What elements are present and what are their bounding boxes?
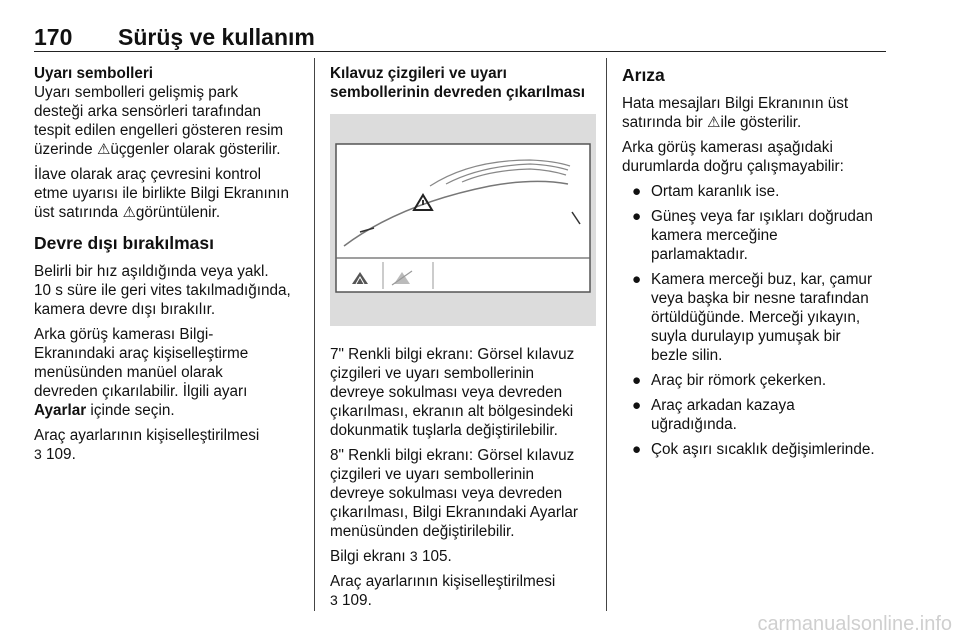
text-line: Ekranındaki araç kişiselleştirme bbox=[34, 345, 249, 362]
warning-symbols-heading: Uyarı sembolleri bbox=[34, 65, 154, 82]
text-line: Araç bir römork çekerken. bbox=[651, 372, 827, 389]
header-rule bbox=[34, 51, 886, 52]
text-line: etme uyarısı ile birlikte Bilgi Ekranının bbox=[34, 185, 290, 202]
text-line: dokunmatik tuşlarla değiştirilebilir. bbox=[330, 422, 558, 439]
bullet-icon: ● bbox=[632, 372, 642, 389]
page-header bbox=[34, 22, 886, 52]
column-divider-1 bbox=[314, 58, 315, 611]
bullet-icon: ● bbox=[632, 271, 642, 288]
text-line: içinde seçin. bbox=[86, 402, 175, 419]
text-line: Ortam karanlık ise. bbox=[651, 183, 780, 200]
text-line: devreye sokulması veya devreden bbox=[330, 384, 563, 401]
text-line: Araç ayarlarının kişiselleştirilmesi bbox=[330, 573, 556, 590]
text-line: 10 s süre ile geri vites takılmadığında, bbox=[34, 282, 291, 299]
info-display-reference bbox=[330, 547, 596, 566]
text-line: Araç arkadan kazaya bbox=[651, 397, 795, 414]
text-line: Arka görüş kamerası aşağıdaki bbox=[622, 139, 833, 156]
text-line: Uyarı sembolleri gelişmiş park bbox=[34, 84, 239, 101]
fault-heading: Arıza bbox=[622, 65, 665, 85]
bullet-icon: ● bbox=[632, 208, 642, 225]
error-message-paragraph bbox=[622, 94, 888, 132]
additional-warning-paragraph bbox=[34, 165, 302, 222]
text-line: üst satırında bbox=[34, 204, 119, 221]
text-line: çizgileri ve uyarı sembollerinin bbox=[330, 466, 535, 483]
text-line: kamera devre dışı bırakılır. bbox=[34, 301, 216, 318]
text-line: 7" Renkli bilgi ekranı: Görsel kılavuz bbox=[330, 346, 575, 363]
text-line: çıkarılması, ekranın alt bölgesindeki bbox=[330, 403, 574, 420]
text-line: 8" Renkli bilgi ekranı: Görsel kılavuz bbox=[330, 447, 575, 464]
page-ref-link[interactable]: 109. bbox=[46, 446, 76, 463]
warning-triangle-icon: ⚠ bbox=[707, 114, 721, 131]
text-line: çizgileri ve uyarı sembollerinin bbox=[330, 365, 535, 382]
warning-symbols-paragraph bbox=[34, 64, 302, 159]
text-line: Araç ayarlarının kişiselleştirilmesi bbox=[34, 427, 260, 444]
text-line: Kılavuz çizgileri ve uyarı bbox=[330, 65, 507, 82]
text-line: devreden çıkarılabilir. İlgili ayarı bbox=[34, 383, 248, 400]
text-line: veya başka bir nesne tarafından bbox=[651, 290, 869, 307]
text-line: Arka görüş kamerası Bilgi- bbox=[34, 326, 214, 343]
text-line: ile gösterilir. bbox=[720, 114, 802, 131]
text-line: Bilgi ekranı bbox=[330, 548, 406, 565]
text-line: devreye sokulması veya devreden bbox=[330, 485, 563, 502]
text-line: sembollerinin devreden çıkarılması bbox=[330, 84, 586, 101]
bullet-icon: ● bbox=[632, 183, 642, 200]
list-item bbox=[622, 207, 888, 264]
bullet-icon: ● bbox=[632, 441, 642, 458]
eight-inch-paragraph bbox=[330, 446, 596, 541]
text-line: Çok aşırı sıcaklık değişimlerinde. bbox=[651, 441, 875, 458]
settings-menu-term: Ayarlar bbox=[34, 402, 87, 419]
conditions-intro bbox=[622, 138, 888, 176]
text-line: kamera merceğine bbox=[651, 227, 778, 244]
watermark: carmanualsonline.info bbox=[757, 613, 952, 635]
list-item bbox=[622, 396, 888, 434]
personalisation-reference bbox=[34, 426, 302, 464]
text-line: durumlarda doğru çalışmayabilir: bbox=[622, 158, 844, 175]
text-line: Kamera merceği buz, kar, çamur bbox=[651, 271, 873, 288]
text-line: üçgenler olarak gösterilir. bbox=[110, 141, 281, 158]
text-line: bezle silin. bbox=[651, 347, 723, 364]
page-ref-link[interactable]: 105. bbox=[421, 548, 452, 565]
list-item bbox=[622, 371, 888, 390]
text-line: çıkarılması, Bilgi Ekranındaki Ayarlar bbox=[330, 504, 578, 521]
page-ref-arrow-icon: 3 bbox=[34, 446, 42, 462]
warning-triangle-icon: ⚠ bbox=[96, 141, 111, 158]
text-line: Hata mesajları Bilgi Ekranının üst bbox=[622, 95, 849, 112]
list-item bbox=[622, 182, 888, 201]
column-3 bbox=[622, 64, 888, 465]
text-line: Belirli bir hız aşıldığında veya yakl. bbox=[34, 263, 269, 280]
text-line: parlamaktadır. bbox=[651, 246, 748, 263]
text-line: satırında bir bbox=[622, 114, 703, 131]
guidelines-heading bbox=[330, 64, 596, 102]
column-2 bbox=[330, 64, 596, 616]
page-ref-arrow-icon: 3 bbox=[409, 548, 418, 564]
column-divider-2 bbox=[606, 58, 607, 611]
text-line: Güneş veya far ışıkları doğrudan bbox=[651, 208, 873, 225]
page-ref-link[interactable]: 109. bbox=[342, 592, 372, 609]
page-ref-arrow-icon: 3 bbox=[330, 592, 338, 608]
text-line: suyla durulayıp yumuşak bir bbox=[651, 328, 841, 345]
column-1 bbox=[34, 64, 302, 470]
bullet-icon: ● bbox=[632, 397, 642, 414]
text-line: desteği arka sensörleri tarafından bbox=[34, 103, 262, 120]
conditions-list bbox=[622, 182, 888, 459]
text-line: görüntülenir. bbox=[135, 204, 221, 221]
text-line: menüsünden manüel olarak bbox=[34, 364, 223, 381]
list-item bbox=[622, 440, 888, 459]
chapter-title: Sürüş ve kullanım bbox=[118, 24, 315, 50]
personalisation-reference bbox=[330, 572, 596, 610]
text-line: tespit edilen engelleri gösteren resim bbox=[34, 122, 284, 139]
deactivation-heading: Devre dışı bırakılması bbox=[34, 233, 214, 253]
text-line: örtüldüğünde. Merceği yıkayın, bbox=[651, 309, 861, 326]
text-line: üzerinde bbox=[34, 141, 93, 158]
list-item bbox=[622, 270, 888, 365]
deactivation-paragraph-1 bbox=[34, 262, 302, 319]
seven-inch-paragraph bbox=[330, 345, 596, 440]
text-line: İlave olarak araç çevresini kontrol bbox=[34, 166, 262, 183]
text-line: menüsünden değiştirilebilir. bbox=[330, 523, 515, 540]
text-line: uğradığında. bbox=[651, 416, 737, 433]
page-number: 170 bbox=[34, 24, 73, 50]
warning-triangle-icon: ⚠ bbox=[122, 204, 136, 221]
deactivation-paragraph-2 bbox=[34, 325, 302, 420]
rear-camera-display-figure bbox=[330, 114, 596, 326]
